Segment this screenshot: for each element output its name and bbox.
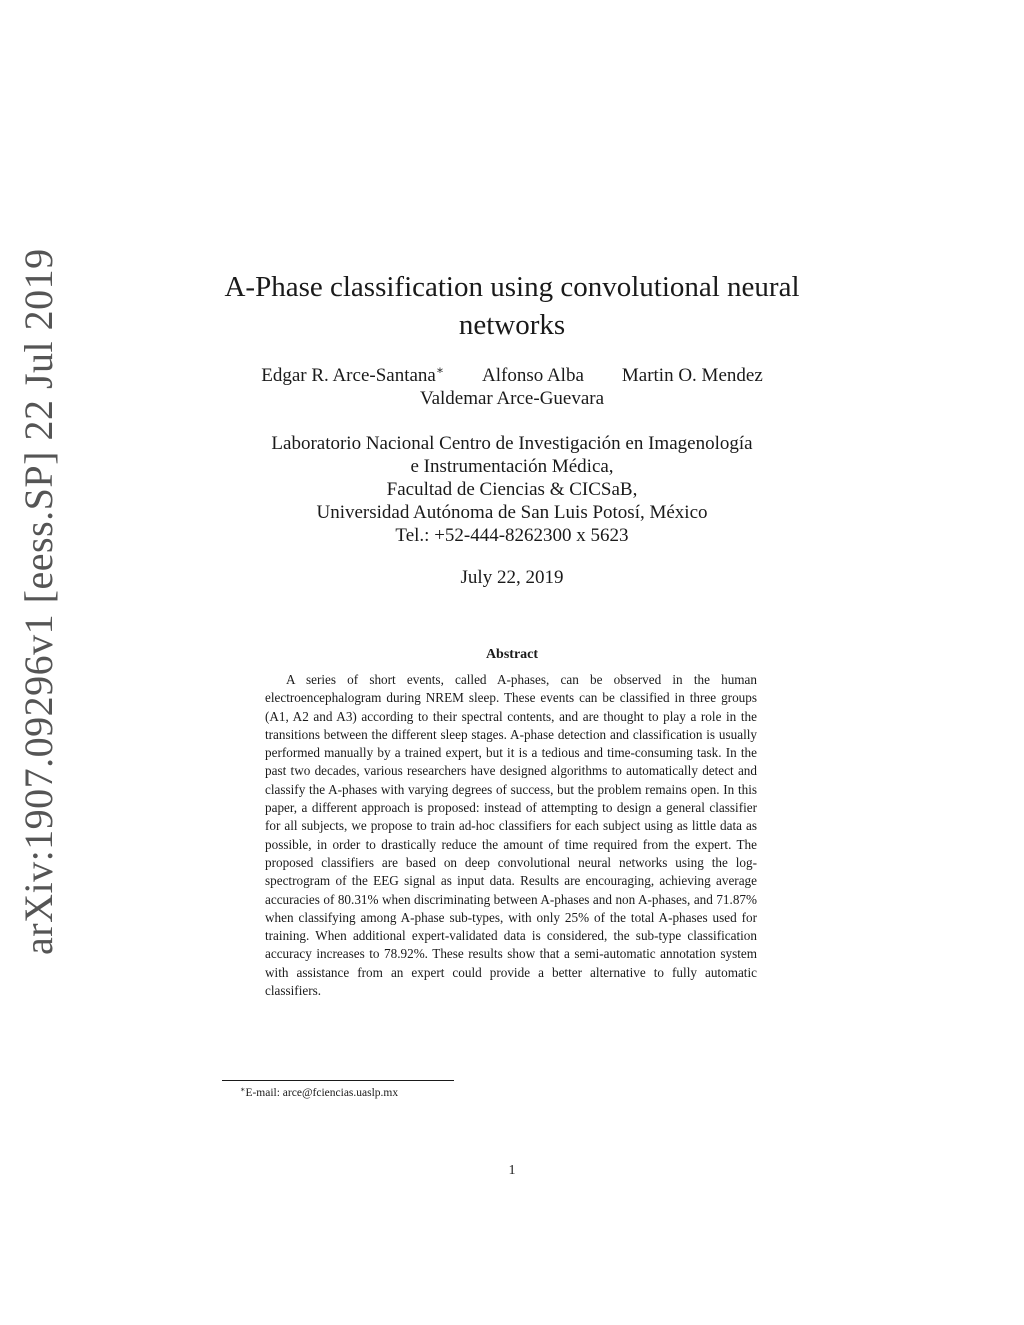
- arxiv-identifier-stamp: arXiv:1907.09296v1 [eess.SP] 22 Jul 2019: [16, 248, 61, 955]
- abstract-text: A series of short events, called A-phases, can be observed in the human electroencephalogram during NREM sleep. These events can be classified in three groups (A1, A2 and A3) according to their spectral contents, and are thought to play a role in the transitions between the different sleep stages. A-phase detection and classification is usually performed manually by a trained expert, but it is a tedious and time-consuming task. In the past two decades, various researchers have designed algorithms to automatically detect and classify the A-phases with varying degrees of success, but the problem remains open. In this paper, a different approach is proposed: instead of attempting to design a general classifier for all subjects, we propose to train ad-hoc classifiers for each subject using as little data as possible, in order to drastically reduce the amount of time required from the expert. The proposed classifiers are based on deep convolutional neural networks using the log-spectrogram of the EEG signal as input data. Results are encouraging, achieving average accuracies of 80.31% when discriminating between A-phases and non A-phases, and 71.87% when classifying among A-phase sub-types, with only 25% of the total A-phases used for training. When additional expert-validated data is considered, the sub-type classification accuracy increases to 78.92%. These results show that a semi-automatic annotation system with assistance from an expert could provide a better alternative to fully automatic classifiers.: [265, 672, 757, 999]
- affiliation-phone: Tel.: +52-444-8262300 x 5623: [395, 525, 629, 546]
- abstract-heading: Abstract: [485, 647, 539, 662]
- author: [482, 364, 584, 387]
- author: [622, 364, 763, 387]
- footnote-divider: [222, 1080, 454, 1081]
- paper-title: [180, 268, 844, 344]
- author-name: Alfonso Alba: [482, 365, 584, 386]
- footnote: [240, 1086, 398, 1100]
- footnote-marker: ∗: [240, 1085, 246, 1094]
- author-name: Martin O. Mendez: [621, 365, 763, 386]
- author-row-2: Valdemar Arce-Guevara: [419, 388, 605, 409]
- page-number: 1: [508, 1163, 516, 1178]
- paper-title-line-2: networks: [458, 309, 566, 341]
- affiliation-block: [180, 432, 844, 547]
- footnote-email: E-mail: arce@fciencias.uaslp.mx: [245, 1087, 399, 1099]
- affiliation-line: e Instrumentación Médica,: [410, 456, 614, 477]
- author-name: Edgar R. Arce-Santana: [261, 365, 436, 386]
- publication-date: July 22, 2019: [460, 567, 564, 588]
- author: [261, 364, 444, 387]
- author-row-1: [180, 364, 844, 387]
- affiliation-line: Universidad Autónoma de San Luis Potosí, México: [316, 502, 708, 523]
- footnote-marker: ∗: [435, 363, 445, 377]
- affiliation-line: Facultad de Ciencias & CICSaB,: [386, 479, 638, 500]
- affiliation-line: Laboratorio Nacional Centro de Investigación en Imagenología: [271, 433, 753, 454]
- author-list: [180, 364, 844, 410]
- paper-title-line-1: A-Phase classification using convolutional neural: [224, 271, 800, 303]
